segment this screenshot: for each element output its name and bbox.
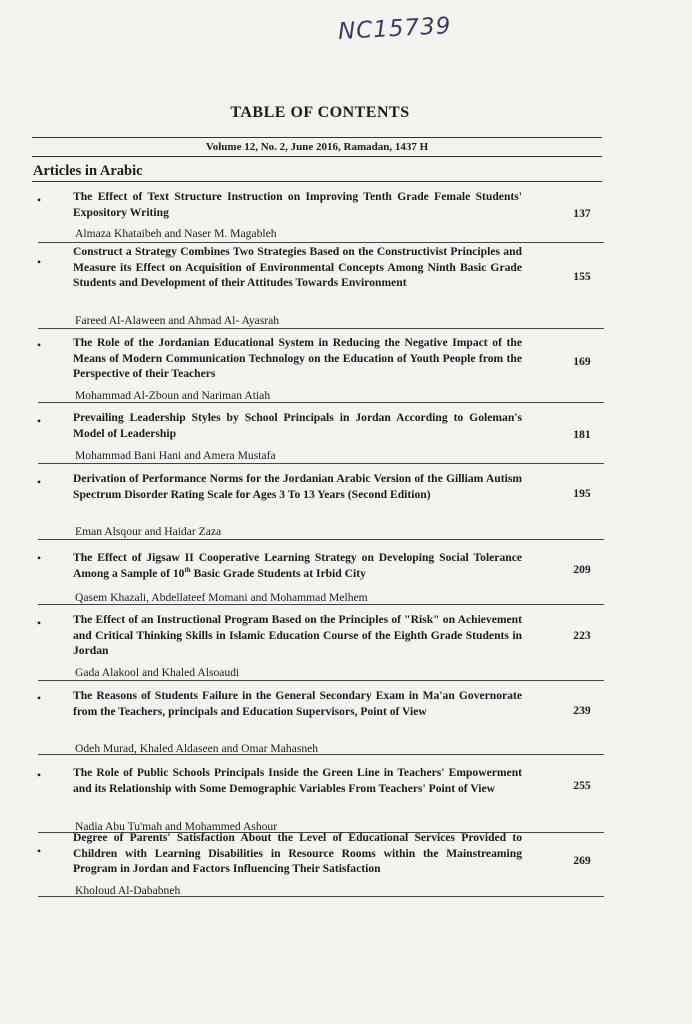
page-number: 269 bbox=[573, 854, 591, 867]
article-title[interactable]: The Reasons of Students Failure in the General Secondary Exam in Ma'an Governorate from the Teachers, principals and Education Supervisors, Point of View bbox=[73, 689, 522, 718]
page-number: 255 bbox=[573, 779, 591, 792]
entry-divider bbox=[38, 680, 604, 681]
article-title[interactable]: The Role of the Jordanian Educational System in Reducing the Negative Impact of the Means of Modern Communication Technology on the Education of Youth People from the Perspective of their Teachers bbox=[73, 336, 522, 380]
page-number: 195 bbox=[573, 487, 591, 500]
title-text: The Effect of Jigsaw II Cooperative Learning Strategy on Developing Social Tolerance Among a Sample of 10 bbox=[73, 551, 522, 580]
article-authors: Almaza Khataibeh and Naser M. Magableh bbox=[75, 227, 277, 240]
volume-line: Volume 12, No. 2, June 2016, Ramadan, 1437 H bbox=[205, 141, 429, 153]
section-rule bbox=[32, 181, 602, 182]
article-authors: Mohammad Al-Zboun and Nariman Atiah bbox=[75, 389, 271, 402]
ordinal-suffix: th bbox=[184, 565, 191, 574]
title-text: Basic Grade Students at Irbid City bbox=[190, 566, 366, 580]
article-authors: Fareed Al-Alaween and Ahmad Al- Ayasrah bbox=[75, 314, 280, 327]
article-title[interactable]: Construct a Strategy Combines Two Strategies Based on the Constructivist Principles and Measure its Effect on Acquisition of Environmental Concepts Among Ninth Basic Grade Students and Development of their Attitudes Towards Environment bbox=[73, 245, 522, 289]
entry-divider bbox=[38, 539, 604, 540]
bullet-icon: • bbox=[36, 255, 42, 269]
article-title[interactable]: The Effect of Text Structure Instruction on Improving Tenth Grade Female Students' Expository Writing bbox=[73, 190, 522, 219]
article-authors: Eman Alsqour and Haidar Zaza bbox=[75, 525, 222, 538]
article-title[interactable] bbox=[73, 550, 522, 581]
page-number: 137 bbox=[573, 207, 591, 220]
bullet-icon: • bbox=[36, 616, 42, 630]
page-number: 223 bbox=[573, 629, 591, 642]
bullet-icon: • bbox=[36, 414, 42, 428]
entry-divider bbox=[38, 463, 604, 464]
article-authors: Gada Alakool and Khaled Alsoaudi bbox=[75, 666, 240, 679]
article-title[interactable]: Prevailing Leadership Styles by School Principals in Jordan According to Goleman's Model of Leadership bbox=[73, 411, 522, 440]
bullet-icon: • bbox=[36, 844, 42, 858]
entry-divider bbox=[38, 242, 604, 243]
handwritten-annotation: NC15739 bbox=[337, 13, 453, 45]
article-title[interactable]: The Effect of an Instructional Program Based on the Principles of "Risk" on Achievement and Critical Thinking Skills in Islamic Education Course of the Eighth Grade Students in Jordan bbox=[73, 613, 522, 657]
article-authors: Odeh Murad, Khaled Aldaseen and Omar Mahasneh bbox=[75, 742, 319, 755]
article-authors: Qasem Khazali, Abdellateef Momani and Mohammad Melhem bbox=[75, 591, 368, 604]
bullet-icon: • bbox=[36, 768, 42, 782]
entry-divider bbox=[38, 328, 604, 329]
article-authors: Kholoud Al-Dababneh bbox=[75, 884, 181, 897]
bullet-icon: • bbox=[36, 691, 42, 705]
article-authors: Mohammad Bani Hani and Amera Mustafa bbox=[75, 449, 276, 462]
entry-divider bbox=[38, 754, 604, 755]
entry-divider bbox=[38, 896, 604, 897]
article-authors: Nadia Abu Tu'mah and Mohammed Ashour bbox=[75, 820, 278, 833]
article-title[interactable]: The Role of Public Schools Principals Inside the Green Line in Teachers' Empowerment and its Relationship with Some Demographic Variables From Teachers' Point of View bbox=[73, 766, 522, 795]
entry-divider bbox=[38, 402, 604, 403]
page-number: 155 bbox=[573, 270, 591, 283]
bullet-icon: • bbox=[36, 475, 42, 489]
volume-rule bbox=[32, 156, 602, 157]
page-number: 209 bbox=[573, 563, 591, 576]
top-rule bbox=[32, 137, 602, 138]
section-heading: Articles in Arabic bbox=[33, 163, 143, 179]
bullet-icon: • bbox=[36, 551, 42, 565]
page-number: 239 bbox=[573, 704, 591, 717]
article-title[interactable]: Derivation of Performance Norms for the Jordanian Arabic Version of the Gilliam Autism Spectrum Disorder Rating Scale for Ages 3 To 13 Years (Second Edition) bbox=[73, 472, 522, 501]
page-number: 169 bbox=[573, 355, 591, 368]
page-title: TABLE OF CONTENTS bbox=[230, 104, 410, 121]
article-title[interactable]: Degree of Parents' Satisfaction About the Level of Educational Services Provided to Children with Learning Disabilities in Resource Rooms within the Mainstreaming Program in Jordan and Factors Influencing Their Satisfaction bbox=[73, 831, 522, 875]
bullet-icon: • bbox=[36, 193, 42, 207]
bullet-icon: • bbox=[36, 338, 42, 352]
entry-divider bbox=[38, 604, 604, 605]
page-number: 181 bbox=[573, 428, 591, 441]
